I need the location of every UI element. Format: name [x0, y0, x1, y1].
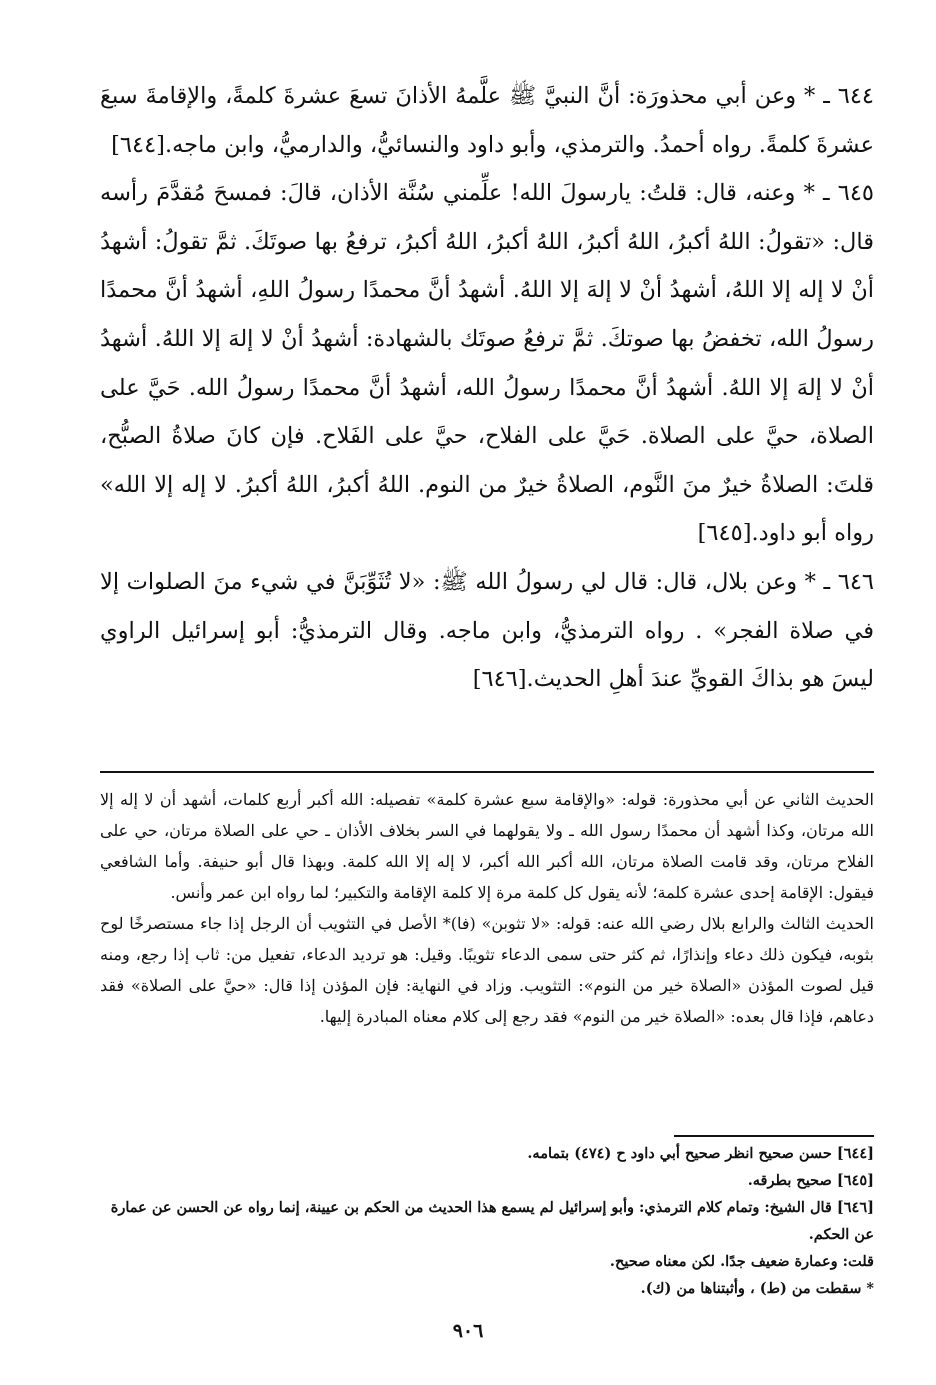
- commentary-paragraph: الحديث الثالث والرابع بلال رضي الله عنه: قوله: «لا تثوبن» (فا)* الأصل في التثويب أن الرجل إذا جاء مستصرخًا لوح بثوبه، فيكون ذلك دعاء وإنذارًا، ثم كثر حتى سمى الدعاء تثويبًا. وقيل: هو ترديد الدعاء، تفعيل من: ثاب إذا رجع، ومنه قيل لصوت المؤذن «الصلاة خير من النوم»: التثويب. وزاد في النهاية: فإن المؤذن إذا قال: «حيَّ على الصلاة» فقد دعاهم، فإذا قال بعده: «الصلاة خير من النوم» فقد رجع إلى كلام معناه المبادرة إليها.: [100, 914, 875, 1026]
- footnote: [٦٤٦] قال الشيخ: وتمام كلام الترمذي: وأبو إسرائيل لم يسمع هذا الحديث من الحكم بن عيينة، إنما رواه عن الحسن عن عمارة عن الحكم.: [110, 1199, 874, 1243]
- footnote: [٦٤٥] صحيح بطرقه.: [747, 1172, 874, 1189]
- footnote: قلت: وعمارة ضعيف جدًا. لكن معناه صحيح.: [609, 1253, 874, 1270]
- section-divider: [100, 771, 874, 773]
- footnote: * سقطت من (ط) ، وأثبتناها من (ك).: [640, 1280, 874, 1297]
- page-number: ٩٠٦: [452, 1320, 484, 1342]
- footnotes: [100, 1140, 874, 1302]
- hadith-646: ٦٤٦ ـ * وعن بلال، قال: قال لي رسولُ الله ﷺ: «لا تُثَوِّبَنَّ في شيء منَ الصلوات إلا في صلاة الفجر» . رواه الترمذيُّ، وابن ماجه. وقال الترمذيُّ: أبو إسرائيل الراوي ليسَ هو بذاكَ القويِّ عندَ أهلِ الحديث.[٦٤٦]: [100, 568, 874, 693]
- commentary-paragraph: الحديث الثاني عن أبي محذورة: قوله: «والإقامة سبع عشرة كلمة» تفصيله: الله أكبر أربع كلمات، أشهد أن لا إله إلا الله مرتان، وكذا أشهد أن محمدًا رسول الله ـ ولا يقولهما في السر بخلاف الأذان ـ حي على الصلاة مرتان، حي على الفلاح مرتان، وقد قامت الصلاة مرتان، الله أكبر الله أكبر، لا إله إلا الله كلمة. وبهذا قال أبو حنيفة. وأما الشافعي فيقول: الإقامة إحدى عشرة كلمة؛ لأنه يقول كل كلمة مرة إلا كلمة الإقامة والتكبير؛ لما رواه ابن عمر وأنس.: [100, 790, 875, 902]
- footnote: [٦٤٤] حسن صحيح انظر صحيح أبي داود ح (٤٧٤) بتمامه.: [527, 1145, 874, 1162]
- footnote-divider: [674, 1135, 874, 1137]
- hadith-644: ٦٤٤ ـ * وعن أبي محذورَة: أنَّ النبيَّ ﷺ علَّمهُ الأذانَ تسعَ عشرةَ كلمةً، والإقامةَ سبعَ عشرةَ كلمةً. رواه أحمدُ. والترمذي، وأبو داود والنسائيُّ، والدارميُّ، وابن ماجه.[٦٤٤]: [100, 83, 874, 158]
- commentary: [100, 784, 874, 1032]
- hadith-645: ٦٤٥ ـ * وعنه، قال: قلتُ: يارسولَ الله! علِّمني سُنَّة الأذان، قالَ: فمسحَ مُقدَّمَ رأسه قال: «تقولُ: اللهُ أكبرُ، اللهُ أكبرُ، اللهُ أكبرُ، اللهُ أكبرُ، ترفعُ بها صوتَكَ. ثمَّ تقولُ: أشهدُ أنْ لا إله إلا اللهُ، أشهدُ أنْ لا إلهَ إلا اللهُ. أشهدُ أنَّ محمدًا رسولُ اللهِ، أشهدُ أنَّ محمدًا رسولُ الله، تخفضُ بها صوتكَ. ثمَّ ترفعُ صوتَك بالشهادة: أشهدُ أنْ لا إلهَ إلا اللهُ. أشهدُ أنْ لا إلهَ إلا اللهُ. أشهدُ أنَّ محمدًا رسولُ الله، أشهدُ أنَّ محمدًا رسولُ الله. حَيَّ على الصلاة، حيَّ على الصلاة. حَيَّ على الفلاح، حيَّ على الفَلاح. فإن كانَ صلاةُ الصبُّح، قلتَ: الصلاةُ خيرٌ منَ النَّوم، الصلاةُ خيرٌ من النوم. اللهُ أكبرُ، اللهُ أكبرُ. لا إله إلا الله» رواه أبو داود.[٦٤٥]: [100, 180, 874, 547]
- main-text: [100, 72, 874, 704]
